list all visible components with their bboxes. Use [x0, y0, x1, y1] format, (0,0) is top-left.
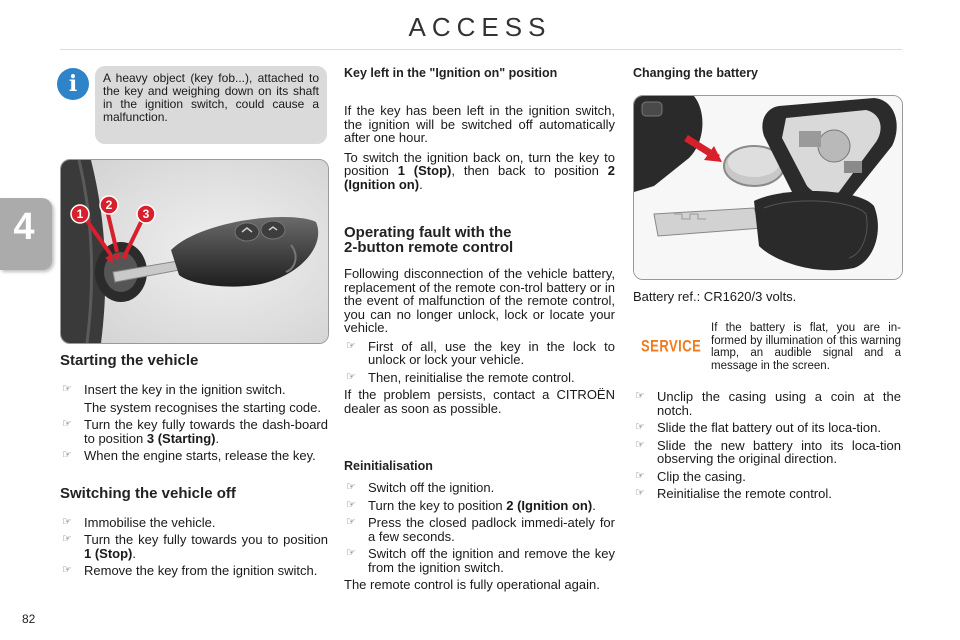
list-item: ☞ Insert the key in the ignition switch.: [62, 382, 286, 397]
arrow-bullet-icon: ☞: [62, 383, 72, 395]
arrow-bullet-icon: ☞: [346, 547, 356, 559]
arrow-bullet-icon: ☞: [635, 390, 645, 402]
battery-steps: [633, 390, 901, 505]
list-item: ☞ Unclip the casing using a coin at the notch.: [635, 389, 901, 418]
list-item: ☞ Slide the flat battery out of its loca-tion.: [635, 420, 882, 435]
column-right: [633, 66, 901, 80]
callout-2-label: 2: [105, 198, 113, 212]
battery-reference: Battery ref.: CR1620/3 volts.: [633, 289, 797, 304]
switching-off-heading: Switching the vehicle off: [60, 484, 236, 502]
list-item: ☞ When the engine starts, release the key.: [62, 448, 316, 463]
header-divider: [60, 49, 902, 50]
list-item: ☞ Turn the key to position 2 (Ignition on).: [346, 497, 596, 513]
list-item: ☞ Immobilise the vehicle.: [62, 514, 216, 530]
arrow-bullet-icon: ☞: [62, 449, 72, 461]
arrow-bullet-icon: ☞: [62, 515, 72, 528]
list-item: ☞ Press the closed padlock immedi-ately for a few seconds.: [346, 515, 615, 544]
battery-warning-note: If the battery is flat, you are in-formed by illumination of this warning lamp, an audible signal and a message in the screen.: [711, 322, 901, 372]
fault-heading: Operating fault with the 2-button remote control: [344, 224, 514, 256]
info-icon: i: [57, 68, 89, 100]
list-item: ☞ First of all, use the key in the lock to unlock or lock your vehicle.: [346, 338, 615, 367]
starting-note: The system recognises the starting code.: [84, 399, 322, 415]
list-item: ☞ Slide the new battery into its loca-tion observing the original direction.: [635, 437, 901, 466]
service-warning-lamp-icon: SERVICE: [641, 335, 702, 356]
reinit-heading: Reinitialisation: [344, 459, 433, 473]
list-item: ☞ Switch off the ignition.: [346, 480, 495, 495]
column-left: [60, 352, 328, 582]
key-left-heading: Key left in the "Ignition on" position: [344, 66, 558, 80]
list-item: ☞ Turn the key fully towards you to position 1 (Stop).: [62, 532, 328, 561]
arrow-bullet-icon: ☞: [62, 564, 72, 576]
battery-heading: Changing the battery: [633, 66, 759, 80]
fault-paragraph: Following disconnection of the vehicle battery, replacement of the remote con-trol battery or in the event of malfunction of the remote control, you can no longer unlock, lock or locate your vehicle.: [344, 266, 615, 335]
chapter-number: 4: [13, 206, 35, 248]
arrow-bullet-icon: ☞: [62, 418, 72, 430]
list-item: ☞ Then, reinitialise the remote control.: [346, 369, 575, 385]
arrow-bullet-icon: ☞: [635, 487, 645, 499]
arrow-bullet-icon: ☞: [346, 498, 356, 511]
list-item: ☞ Turn the key fully towards the dash-board to position 3 (Starting).: [62, 417, 328, 446]
fault-paragraph-2: If the problem persists, contact a CITROËN dealer as soon as possible.: [344, 387, 615, 416]
key-left-paragraph: If the key has been left in the ignition switch, the ignition will be switched off automatically after one hour.: [344, 103, 615, 145]
info-note: A heavy object (key fob...), attached to the key and weighing down on its shaft in the ignition switch, could cause a malfunction.: [95, 66, 327, 144]
remote-open-casing-illustration: [634, 96, 902, 279]
battery-change-photo: [633, 95, 903, 280]
chapter-tab: [0, 198, 52, 270]
page-title: ACCESS: [408, 12, 552, 42]
reinit-paragraph: The remote control is fully operational again.: [344, 577, 600, 592]
arrow-bullet-icon: ☞: [346, 516, 356, 528]
column-middle: [344, 66, 615, 592]
starting-heading: Starting the vehicle: [60, 352, 199, 369]
arrow-bullet-icon: ☞: [635, 421, 645, 433]
list-item: ☞ Reinitialise the remote control.: [635, 486, 832, 501]
callout-1-label: 1: [76, 207, 84, 221]
list-item: ☞ Switch off the ignition and remove the key from the ignition switch.: [346, 546, 615, 575]
page-number: 82: [22, 612, 36, 626]
list-item: ☞ Remove the key from the ignition switch.: [62, 563, 318, 578]
callout-3-label: 3: [142, 207, 150, 221]
arrow-bullet-icon: ☞: [635, 469, 645, 482]
key-in-ignition-photo: [60, 159, 329, 344]
arrow-bullet-icon: ☞: [346, 339, 356, 352]
key-left-paragraph-2: To switch the ignition back on, turn the key to position 1 (Stop), then back to position 2 (Ignition on).: [344, 149, 615, 192]
list-item: ☞ Clip the casing.: [635, 468, 746, 484]
arrow-bullet-icon: ☞: [62, 533, 72, 545]
key-in-ignition-illustration: [61, 160, 328, 343]
arrow-bullet-icon: ☞: [635, 438, 645, 451]
arrow-bullet-icon: ☞: [346, 370, 356, 383]
arrow-bullet-icon: ☞: [346, 481, 356, 493]
